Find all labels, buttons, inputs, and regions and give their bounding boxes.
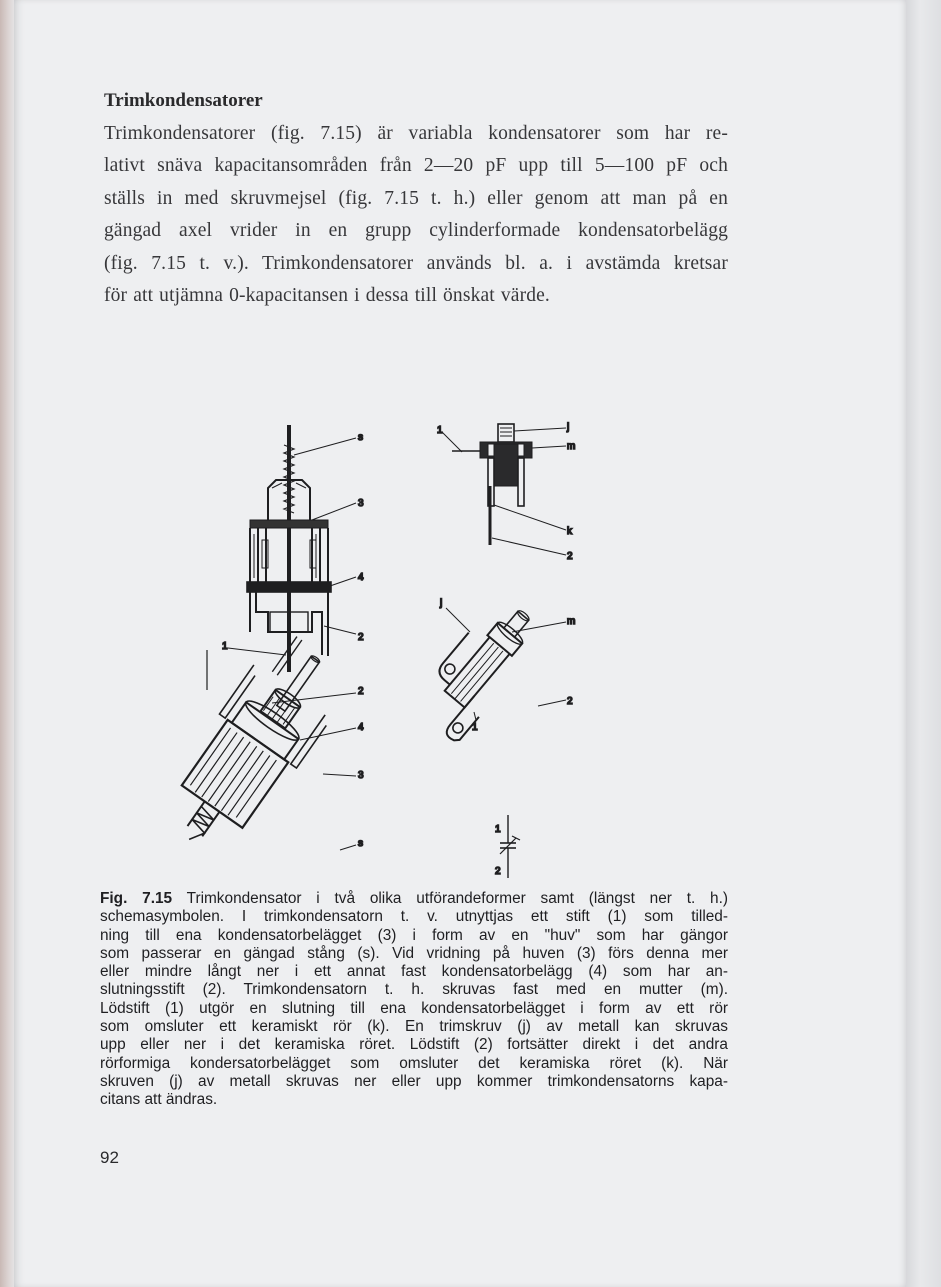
caption-first-line: Trimkondensator i två olika utförandeformer samt (längst ner t. h.) bbox=[172, 890, 729, 907]
left-perspective-drawing bbox=[151, 626, 359, 867]
label-2-right-lower: 2 bbox=[567, 696, 573, 707]
body-line: Trimkondensatorer (fig. 7.15) är variabla kondensatorer som har re- bbox=[104, 123, 728, 144]
label-s-lower: s bbox=[358, 838, 363, 849]
label-j-lower: j bbox=[440, 598, 443, 609]
caption-line: Lödstift (1) utgör en slutning till ena kondensatorbelägget i form av ett rör bbox=[100, 999, 728, 1017]
section-heading: Trimkondensatorer bbox=[104, 90, 263, 111]
caption-line: ning till ena kondensatorbelägget (3) i form av en "huv" som har gängor bbox=[100, 926, 728, 944]
label-j: j bbox=[567, 422, 570, 433]
label-1-right-lower: 1 bbox=[472, 722, 478, 733]
label-2: 2 bbox=[358, 632, 364, 643]
label-3: 3 bbox=[358, 498, 364, 509]
caption-line: citans att ändras. bbox=[100, 1091, 218, 1109]
label-1-right: 1 bbox=[437, 425, 443, 436]
caption-line: upp eller ner i det keramiska röret. Lödstift (2) fortsätter direkt i det andra bbox=[100, 1036, 728, 1054]
caption-line: som omsluter ett keramiskt rör (k). En trimskruv (j) av metall kan skruvas bbox=[100, 1018, 728, 1036]
caption-line: rörformiga kondersatorbelägget som omsluter det keramiska röret (k). När bbox=[100, 1054, 728, 1072]
caption-line: eller mindre långt ner i ett annat fast kondensatorbelägg (4) som har an- bbox=[100, 963, 728, 981]
label-4: 4 bbox=[358, 572, 364, 583]
caption-line: skruven (j) av metall skruvas ner eller upp kommer trimkondensatorns kapa- bbox=[100, 1072, 728, 1090]
caption-line bbox=[100, 890, 728, 908]
symbol-label-2: 2 bbox=[495, 866, 501, 877]
label-m-lower: m bbox=[567, 616, 576, 627]
figure-number: Fig. 7.15 bbox=[100, 890, 173, 907]
body-line: ställs in med skruvmejsel (fig. 7.15 t. h.) eller genom att man på en bbox=[104, 187, 728, 209]
label-2-right: 2 bbox=[567, 551, 573, 562]
symbol-label-1: 1 bbox=[495, 824, 501, 835]
label-1: 1 bbox=[222, 641, 228, 652]
caption-line: som passerar en gängad stång (s). Vid vridning på huven (3) förs denna mer bbox=[100, 944, 728, 962]
label-2-lower: 2 bbox=[358, 686, 364, 697]
page-number: 92 bbox=[100, 1148, 119, 1167]
caption-line: slutningsstift (2). Trimkondensatorn t. h. skruvas fast med en mutter (m). bbox=[100, 981, 728, 999]
body-line: (fig. 7.15 t. v.). Trimkondensatorer används bl. a. i avstämda kretsar bbox=[104, 252, 728, 274]
right-perspective-drawing bbox=[409, 594, 549, 744]
label-4-lower: 4 bbox=[358, 722, 364, 733]
label-m: m bbox=[567, 441, 576, 452]
trimmer-schematic-symbol bbox=[500, 815, 520, 878]
figure-caption bbox=[100, 890, 728, 1110]
body-line: lativt snäva kapacitansområden från 2—20 pF upp till 5—100 pF och bbox=[104, 155, 728, 177]
body-line: gängad axel vrider in en grupp cylinderformade kondensatorbelägg bbox=[104, 220, 728, 242]
body-line: för att utjämna 0-kapacitansen i dessa till önskat värde. bbox=[104, 285, 550, 307]
caption-line: schemasymbolen. I trimkondensatorn t. v. utnyttjas ett stift (1) som tilled- bbox=[100, 908, 728, 926]
label-k: k bbox=[567, 526, 572, 537]
left-sectional-drawing bbox=[228, 425, 356, 672]
label-3-lower: 3 bbox=[358, 770, 364, 781]
label-s: s bbox=[358, 432, 363, 443]
right-sectional-drawing bbox=[442, 424, 566, 555]
